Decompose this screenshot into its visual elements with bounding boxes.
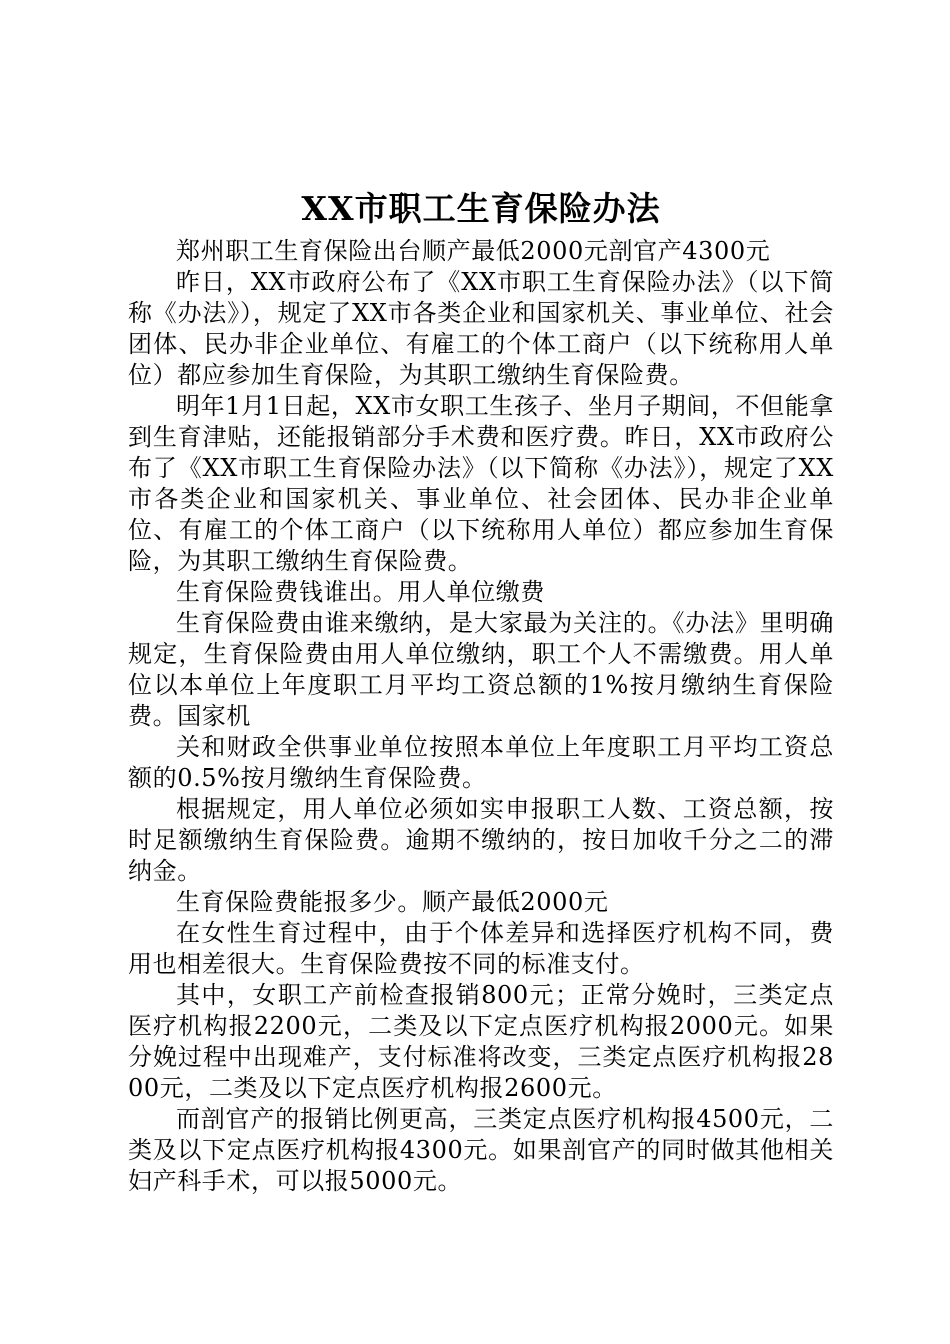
paragraph: 在女性生育过程中，由于个体差异和选择医疗机构不同，费用也相差很大。生育保险费按不同的标准支付。 (128, 919, 834, 978)
section-heading: 生育保险费钱谁出。用人单位缴费 (176, 578, 545, 606)
paragraph: 关和财政全供事业单位按照本单位上年度职工月平均工资总额的0.5%按月缴纳生育保险费。 (128, 733, 834, 792)
paragraph: 其中，女职工产前检查报销800元；正常分娩时，三类定点医疗机构报2200元，二类及以下定点医疗机构报2000元。如果分娩过程中出现难产，支付标准将改变，三类定点医疗机构报2800元，二类及以下定点医疗机构报2600元。 (128, 981, 834, 1102)
document-title: XX市职工生育保险办法 (301, 189, 661, 228)
paragraph: 昨日，XX市政府公布了《XX市职工生育保险办法》（以下简称《办法》），规定了XX市各类企业和国家机关、事业单位、社会团体、民办非企业单位、有雇工的个体工商户（以下统称用人单位）都应参加生育保险，为其职工缴纳生育保险费。 (128, 268, 834, 389)
paragraph-subtitle: 郑州职工生育保险出台顺产最低2000元剖官产4300元 (176, 237, 771, 265)
paragraph: 明年1月1日起，XX市女职工生孩子、坐月子期间，不但能拿到生育津贴，还能报销部分手术费和医疗费。昨日，XX市政府公布了《XX市职工生育保险办法》（以下简称《办法》），规定了XX市各类企业和国家机关、事业单位、社会团体、民办非企业单位、有雇工的个体工商户（以下统称用人单位）都应参加生育保险，为其职工缴纳生育保险费。 (128, 392, 834, 575)
section-heading: 生育保险费能报多少。顺产最低2000元 (176, 888, 609, 916)
paragraph: 而剖官产的报销比例更高，三类定点医疗机构报4500元，二类及以下定点医疗机构报4300元。如果剖官产的同时做其他相关妇产科手术，可以报5000元。 (128, 1105, 834, 1195)
paragraph: 生育保险费由谁来缴纳，是大家最为关注的。《办法》里明确规定，生育保险费由用人单位缴纳，职工个人不需缴费。用人单位以本单位上年度职工月平均工资总额的1%按月缴纳生育保险费。国家机 (128, 609, 834, 730)
document-page (128, 186, 834, 1197)
paragraph: 根据规定，用人单位必须如实申报职工人数、工资总额，按时足额缴纳生育保险费。逾期不缴纳的，按日加收千分之二的滞纳金。 (128, 795, 834, 885)
